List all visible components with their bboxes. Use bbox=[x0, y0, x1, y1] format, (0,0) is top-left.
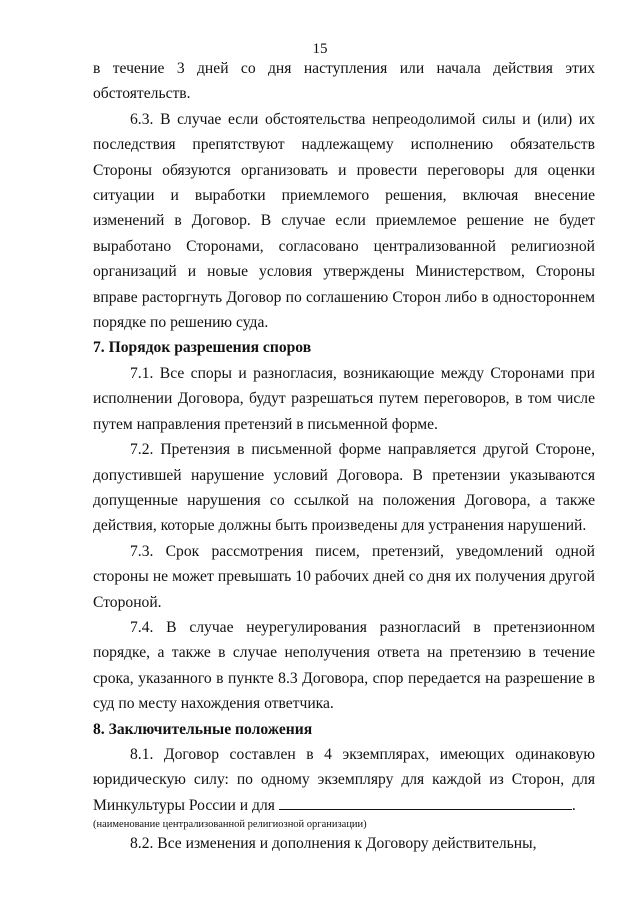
page-number: 15 bbox=[312, 41, 328, 57]
paragraph-8-1 bbox=[93, 742, 595, 818]
paragraph-6-3: 6.3. В случае если обстоятельства непреодолимой силы и (или) их последствия препятствуют надлежащему исполнению обязательств Стороны обязуются организовать и провести переговоры для оценки ситуации и выработки приемлемого решения, включая внесение изменений в Договор. В случае если приемлемое решение не будет выработано Сторонами, согласовано централизованной религиозной организаций и новые условия утверждены Министерством, Стороны вправе расторгнуть Договор по соглашению Сторон либо в одностороннем порядке по решению суда. bbox=[93, 110, 595, 332]
paragraph-8-2: 8.2. Все изменения и дополнения к Договору действительны, bbox=[130, 835, 537, 853]
paragraph-6-2-continuation: в течение 3 дней со дня наступления или начала действия этих обстоятельств. bbox=[93, 60, 595, 103]
blank-caption: (наименование централизованной религиозной организации) bbox=[93, 819, 367, 831]
document-body bbox=[93, 56, 595, 857]
paragraph-7-4: 7.4. В случае неурегулирования разногласий в претензионном порядке, а также в случае неполучения ответа на претензию в течение срока, указанного в пункте 8.3 Договора, спор передается на разрешение в суд по месту нахождения ответчика. bbox=[93, 618, 595, 713]
paragraph-7-3: 7.3. Срок рассмотрения писем, претензий, уведомлений одной стороны не может превышать 10 рабочих дней со дня их получения другой Стороной. bbox=[93, 542, 595, 611]
paragraph-7-2: 7.2. Претензия в письменной форме направляется другой Стороне, допустившей нарушение условий Договора. В претензии указываются допущенные нарушения со ссылкой на положения Договора, а также действия, которые должны быть произведены для устранения нарушений. bbox=[93, 441, 595, 535]
section-heading-8: 8. Заключительные положения bbox=[93, 720, 313, 738]
paragraph-8-1-end: . bbox=[571, 796, 576, 814]
paragraph-8-1-text: 8.1. Договор составлен в 4 экземплярах, имеющих одинаковую юридическую силу: по одному экземпляру для каждой из Сторон, для Минкультуры России и для bbox=[93, 745, 595, 814]
organization-name-blank bbox=[279, 795, 572, 810]
paragraph-7-1: 7.1. Все споры и разногласия, возникающие между Сторонами при исполнении Договора, будут разрешаться путем переговоров, в том числе путем направления претензий в письменной форме. bbox=[93, 364, 595, 433]
section-heading-7: 7. Порядок разрешения споров bbox=[93, 339, 312, 357]
